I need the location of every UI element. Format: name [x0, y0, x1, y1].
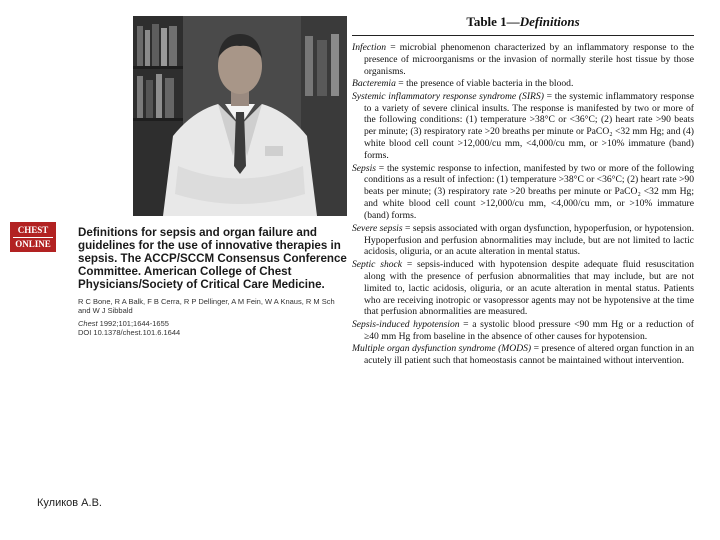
- chest-online-logo[interactable]: [10, 222, 56, 252]
- definition-term: Systemic inflammatory response syndrome (SIRS): [352, 90, 544, 102]
- definition-infection: [352, 42, 694, 78]
- table-title-emphasis: Definitions: [519, 14, 580, 29]
- journal-name: Chest: [78, 319, 98, 328]
- definition-text: = a systolic blood pressure <90 mm Hg or a reduction of ≥40 mm Hg from baseline in the absence of other causes for hypotension.: [364, 318, 694, 342]
- definition-text: = sepsis-induced with hypotension despite adequate fluid resuscitation along with the presence of perfusion abnormalities that may include, but are not limited to, lactic acidosis, oliguria, or an acute alteration in mental status. Patients who are receiving inotropic or vasopressor agents may not be hypotensive at the time that perfusion abnormalities are measured.: [364, 258, 694, 318]
- definition-term: Multiple organ dysfunction syndrome (MODS): [352, 343, 532, 355]
- definition-severe-sepsis: [352, 223, 694, 259]
- definition-sepsis-induced-hypotension: [352, 319, 694, 343]
- logo-line-1: CHEST: [17, 225, 49, 235]
- definition-text: = microbial phenomenon characterized by an inflammatory response to the presence of microorganisms or the invasion of normally sterile host tissue by those organisms.: [364, 42, 694, 77]
- definition-sepsis: [352, 163, 694, 223]
- article-authors: R C Bone, R A Balk, F B Cerra, R P Dellinger, A M Fein, W A Knaus, R M Sch and W J Sibbald: [78, 297, 335, 315]
- definition-term: Sepsis: [352, 162, 376, 174]
- definition-text: = the systemic response to infection, manifested by two or more of the following conditions as a result of infection: (1) temperature >38°C or <36°C; (2) heart rate >90 beats per minute; (3) respiratory rate >20 breaths per minute or PaCO₂ <32 mm Hg; and white blood cell count >12,000/cu mm, <4,000/cu mm, or >10% immature (band) forms.: [364, 162, 694, 222]
- journal-citation: 1992;101;1644-1655: [97, 319, 169, 328]
- definition-text: = the presence of viable bacteria in the blood.: [395, 78, 574, 90]
- logo-line-2: ONLINE: [13, 237, 53, 251]
- definitions-list: [352, 42, 694, 367]
- article-journal-line: [78, 319, 353, 328]
- definition-term: Bacteremia: [352, 78, 396, 90]
- definition-septic-shock: [352, 259, 694, 319]
- table-title-prefix: Table 1—: [466, 14, 520, 29]
- table-title: [352, 12, 694, 32]
- definition-bacteremia: [352, 78, 694, 90]
- definition-term: Sepsis-induced hypotension: [352, 318, 460, 330]
- definition-text: = presence of altered organ function in an acutely ill patient such that homeostasis cannot be maintained without intervention.: [364, 343, 694, 367]
- table-rule: [352, 35, 694, 36]
- article-doi[interactable]: DOI 10.1378/chest.101.6.1644: [78, 328, 181, 337]
- definitions-table: [352, 12, 694, 522]
- definition-mods: [352, 343, 694, 367]
- article-citation: [78, 226, 353, 337]
- definition-term: Severe sepsis: [352, 222, 403, 234]
- definition-sirs: [352, 91, 694, 162]
- definition-text: = sepsis associated with organ dysfunction, hypoperfusion, or hypotension. Hypoperfusion and perfusion abnormalities may include, but are not limited to lactic acidosis, oliguria, or an acute alteration in mental status.: [364, 222, 694, 258]
- portrait-photo: [133, 16, 347, 216]
- article-title[interactable]: Definitions for sepsis and organ failure and guidelines for the use of innovative therapies in sepsis. The ACCP/SCCM Consensus Conference Committee. American College of Chest Physicians/Society of Critical Care Medicine.: [78, 226, 347, 291]
- footer-author: Куликов А.В.: [37, 497, 102, 509]
- definition-text: = the systemic inflammatory response to a variety of severe clinical insults. The response is manifested by two or more of the following conditions: (1) temperature >38°C or <36°C; (2) heart rate >90 beats per minute; (3) respiratory rate >20 breaths per minute or PaCO₂ <32 mm Hg; and (4) white blood cell count >12,000/cu mm, <4,000/cu mm, or >10% immature (band) forms.: [364, 90, 694, 162]
- definition-term: Infection: [352, 42, 387, 53]
- definition-term: Septic shock: [352, 258, 403, 270]
